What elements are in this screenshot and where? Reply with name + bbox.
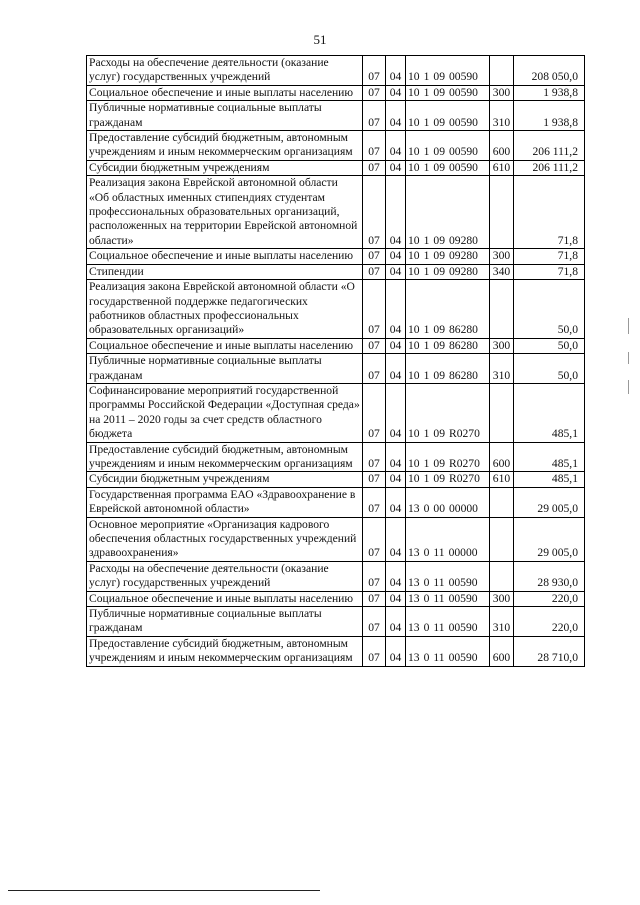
row-target-code-cell [406, 131, 490, 161]
row-amount-cell: 28 710,0 [514, 636, 585, 666]
row-section-cell: 07 [363, 636, 386, 666]
target-code-part: R0270 [448, 472, 480, 486]
row-amount-cell: 50,0 [514, 338, 585, 353]
target-code-part: 10 [408, 427, 420, 441]
target-code-part: 1 [423, 85, 430, 99]
row-amount-cell: 50,0 [514, 280, 585, 339]
row-name-cell: Субсидии бюджетным учреждениям [87, 472, 363, 487]
table-row [87, 176, 585, 249]
row-target-code-cell [406, 517, 490, 561]
row-target-code-cell [406, 338, 490, 353]
row-target-code-cell [406, 442, 490, 472]
scan-mark [628, 352, 629, 364]
target-code-part: 11 [433, 591, 445, 605]
target-code-part: 10 [408, 160, 420, 174]
row-section-cell: 07 [363, 264, 386, 279]
table-row [87, 561, 585, 591]
budget-table [86, 55, 585, 667]
target-code-part: 0 [423, 651, 430, 665]
row-subsection-cell: 04 [386, 56, 406, 86]
row-target-code-cell [406, 264, 490, 279]
row-name-cell: Социальное обеспечение и иные выплаты населению [87, 591, 363, 606]
row-name-cell: Государственная программа ЕАО «Здравоохранение в Еврейской автономной области» [87, 487, 363, 517]
row-name-cell: Публичные нормативные социальные выплаты гражданам [87, 354, 363, 384]
row-section-cell: 07 [363, 517, 386, 561]
target-code-part: 09 [433, 115, 445, 129]
row-expense-type-cell: 340 [490, 264, 514, 279]
target-code-part: 86280 [448, 368, 478, 382]
target-code-part: 13 [408, 576, 420, 590]
row-subsection-cell: 04 [386, 591, 406, 606]
row-name-cell: Публичные нормативные социальные выплаты гражданам [87, 101, 363, 131]
row-subsection-cell: 04 [386, 280, 406, 339]
row-section-cell: 07 [363, 249, 386, 264]
target-code-part: 09 [433, 70, 445, 84]
row-expense-type-cell: 610 [490, 472, 514, 487]
target-code-part: 00590 [448, 576, 478, 590]
target-code-part: 1 [423, 264, 430, 278]
row-name-cell: Предоставление субсидий бюджетным, автономным учреждениям и иным некоммерческим организациям [87, 442, 363, 472]
table-row [87, 472, 585, 487]
table-row [87, 249, 585, 264]
row-subsection-cell: 04 [386, 636, 406, 666]
target-code-part: 09280 [448, 249, 478, 263]
row-section-cell: 07 [363, 383, 386, 442]
target-code-part: 1 [423, 323, 430, 337]
row-name-cell: Публичные нормативные социальные выплаты гражданам [87, 607, 363, 637]
row-target-code-cell [406, 280, 490, 339]
target-code-part: 1 [423, 233, 430, 247]
target-code-part: 13 [408, 621, 420, 635]
row-name-cell: Реализация закона Еврейской автономной области «О государственной поддержке педагогических работников областных профессиональных образовательных организаций» [87, 280, 363, 339]
target-code-part: 11 [433, 621, 445, 635]
target-code-part: 13 [408, 591, 420, 605]
target-code-part: 00590 [448, 651, 478, 665]
target-code-part: 0 [423, 546, 430, 560]
row-name-cell: Социальное обеспечение и иные выплаты населению [87, 85, 363, 100]
row-subsection-cell: 04 [386, 264, 406, 279]
target-code-part: 00000 [448, 502, 478, 516]
target-code-part: 10 [408, 338, 420, 352]
target-code-part: 09 [433, 338, 445, 352]
target-code-part: 11 [433, 576, 445, 590]
row-section-cell: 07 [363, 160, 386, 175]
target-code-part: 1 [423, 70, 430, 84]
row-expense-type-cell [490, 517, 514, 561]
target-code-part: 0 [423, 502, 430, 516]
target-code-part: 86280 [448, 338, 478, 352]
target-code-part: 09 [433, 456, 445, 470]
target-code-part: 10 [408, 115, 420, 129]
target-code-part: 10 [408, 233, 420, 247]
row-section-cell: 07 [363, 607, 386, 637]
row-expense-type-cell [490, 176, 514, 249]
target-code-part: 09 [433, 323, 445, 337]
target-code-part: 09 [433, 85, 445, 99]
row-expense-type-cell [490, 383, 514, 442]
row-target-code-cell [406, 561, 490, 591]
target-code-part: 1 [423, 456, 430, 470]
row-target-code-cell [406, 487, 490, 517]
target-code-part: 1 [423, 145, 430, 159]
row-amount-cell: 220,0 [514, 607, 585, 637]
row-subsection-cell: 04 [386, 487, 406, 517]
table-row [87, 487, 585, 517]
row-subsection-cell: 04 [386, 249, 406, 264]
table-row [87, 442, 585, 472]
row-subsection-cell: 04 [386, 561, 406, 591]
target-code-part: 09 [433, 264, 445, 278]
row-target-code-cell [406, 176, 490, 249]
target-code-part: 09 [433, 160, 445, 174]
budget-table-body [87, 56, 585, 667]
row-name-cell: Предоставление субсидий бюджетным, автономным учреждениям и иным некоммерческим организациям [87, 636, 363, 666]
row-section-cell: 07 [363, 338, 386, 353]
target-code-part: 10 [408, 472, 420, 486]
row-expense-type-cell [490, 561, 514, 591]
row-target-code-cell [406, 354, 490, 384]
row-section-cell: 07 [363, 56, 386, 86]
row-amount-cell: 1 938,8 [514, 85, 585, 100]
row-subsection-cell: 04 [386, 354, 406, 384]
bottom-rule [8, 890, 320, 891]
row-amount-cell: 29 005,0 [514, 487, 585, 517]
row-name-cell: Расходы на обеспечение деятельности (оказание услуг) государственных учреждений [87, 561, 363, 591]
row-subsection-cell: 04 [386, 131, 406, 161]
row-section-cell: 07 [363, 591, 386, 606]
table-row [87, 85, 585, 100]
target-code-part: 00590 [448, 145, 478, 159]
target-code-part: 1 [423, 249, 430, 263]
row-expense-type-cell: 600 [490, 636, 514, 666]
row-amount-cell: 28 930,0 [514, 561, 585, 591]
target-code-part: 10 [408, 145, 420, 159]
row-section-cell: 07 [363, 85, 386, 100]
target-code-part: 00 [433, 502, 445, 516]
row-target-code-cell [406, 383, 490, 442]
target-code-part: 0 [423, 621, 430, 635]
row-name-cell: Субсидии бюджетным учреждениям [87, 160, 363, 175]
target-code-part: 09 [433, 249, 445, 263]
row-amount-cell: 485,1 [514, 472, 585, 487]
row-amount-cell: 220,0 [514, 591, 585, 606]
table-row [87, 591, 585, 606]
row-name-cell: Предоставление субсидий бюджетным, автономным учреждениям и иным некоммерческим организациям [87, 131, 363, 161]
row-name-cell: Социальное обеспечение и иные выплаты населению [87, 249, 363, 264]
row-target-code-cell [406, 607, 490, 637]
table-row [87, 338, 585, 353]
row-name-cell: Расходы на обеспечение деятельности (оказание услуг) государственных учреждений [87, 56, 363, 86]
target-code-part: 0 [423, 591, 430, 605]
row-target-code-cell [406, 160, 490, 175]
table-row [87, 56, 585, 86]
target-code-part: 10 [408, 70, 420, 84]
row-subsection-cell: 04 [386, 472, 406, 487]
row-amount-cell: 208 050,0 [514, 56, 585, 86]
row-expense-type-cell: 310 [490, 607, 514, 637]
row-target-code-cell [406, 249, 490, 264]
scan-mark [628, 380, 629, 394]
table-row [87, 517, 585, 561]
row-name-cell: Реализация закона Еврейской автономной области «Об областных именных стипендиях студентам профессиональных образовательных организаций, расположенных на территории Еврейской автономной области» [87, 176, 363, 249]
target-code-part: R0270 [448, 456, 480, 470]
target-code-part: 1 [423, 160, 430, 174]
row-subsection-cell: 04 [386, 517, 406, 561]
target-code-part: 13 [408, 502, 420, 516]
row-expense-type-cell: 300 [490, 85, 514, 100]
target-code-part: 11 [433, 651, 445, 665]
target-code-part: 1 [423, 472, 430, 486]
row-subsection-cell: 04 [386, 160, 406, 175]
target-code-part: 09 [433, 427, 445, 441]
row-amount-cell: 71,8 [514, 249, 585, 264]
target-code-part: 09 [433, 472, 445, 486]
row-expense-type-cell: 300 [490, 591, 514, 606]
row-expense-type-cell: 600 [490, 131, 514, 161]
target-code-part: 00000 [448, 546, 478, 560]
row-amount-cell: 206 111,2 [514, 131, 585, 161]
target-code-part: R0270 [448, 427, 480, 441]
row-target-code-cell [406, 85, 490, 100]
row-section-cell: 07 [363, 472, 386, 487]
row-section-cell: 07 [363, 176, 386, 249]
row-section-cell: 07 [363, 280, 386, 339]
target-code-part: 1 [423, 338, 430, 352]
table-row [87, 607, 585, 637]
row-expense-type-cell [490, 56, 514, 86]
row-subsection-cell: 04 [386, 176, 406, 249]
row-subsection-cell: 04 [386, 101, 406, 131]
row-amount-cell: 485,1 [514, 383, 585, 442]
target-code-part: 09280 [448, 264, 478, 278]
target-code-part: 00590 [448, 85, 478, 99]
row-section-cell: 07 [363, 101, 386, 131]
row-name-cell: Социальное обеспечение и иные выплаты населению [87, 338, 363, 353]
row-expense-type-cell: 610 [490, 160, 514, 175]
row-amount-cell: 1 938,8 [514, 101, 585, 131]
row-amount-cell: 71,8 [514, 264, 585, 279]
target-code-part: 10 [408, 85, 420, 99]
row-subsection-cell: 04 [386, 338, 406, 353]
target-code-part: 00590 [448, 621, 478, 635]
row-expense-type-cell: 300 [490, 249, 514, 264]
row-name-cell: Основное мероприятие «Организация кадрового обеспечения областных государственных учреждений здравоохранения» [87, 517, 363, 561]
row-expense-type-cell [490, 487, 514, 517]
row-section-cell: 07 [363, 487, 386, 517]
target-code-part: 09 [433, 233, 445, 247]
row-expense-type-cell: 300 [490, 338, 514, 353]
row-name-cell: Софинансирование мероприятий государственной программы Российской Федерации «Доступная среда» на 2011 – 2020 годы за счет средств областного бюджета [87, 383, 363, 442]
target-code-part: 13 [408, 546, 420, 560]
row-section-cell: 07 [363, 442, 386, 472]
row-section-cell: 07 [363, 354, 386, 384]
row-target-code-cell [406, 101, 490, 131]
row-name-cell: Стипендии [87, 264, 363, 279]
target-code-part: 10 [408, 368, 420, 382]
row-section-cell: 07 [363, 131, 386, 161]
target-code-part: 0 [423, 576, 430, 590]
target-code-part: 00590 [448, 70, 478, 84]
target-code-part: 00590 [448, 591, 478, 605]
row-expense-type-cell: 310 [490, 354, 514, 384]
target-code-part: 00590 [448, 160, 478, 174]
table-row [87, 160, 585, 175]
row-expense-type-cell: 600 [490, 442, 514, 472]
table-row [87, 264, 585, 279]
row-target-code-cell [406, 636, 490, 666]
target-code-part: 09280 [448, 233, 478, 247]
row-amount-cell: 71,8 [514, 176, 585, 249]
row-amount-cell: 29 005,0 [514, 517, 585, 561]
row-subsection-cell: 04 [386, 85, 406, 100]
target-code-part: 10 [408, 264, 420, 278]
target-code-part: 1 [423, 368, 430, 382]
target-code-part: 86280 [448, 323, 478, 337]
table-row [87, 354, 585, 384]
row-expense-type-cell: 310 [490, 101, 514, 131]
table-row [87, 280, 585, 339]
target-code-part: 11 [433, 546, 445, 560]
target-code-part: 1 [423, 427, 430, 441]
target-code-part: 1 [423, 115, 430, 129]
target-code-part: 09 [433, 145, 445, 159]
row-target-code-cell [406, 591, 490, 606]
target-code-part: 10 [408, 323, 420, 337]
row-target-code-cell [406, 56, 490, 86]
table-row [87, 101, 585, 131]
target-code-part: 10 [408, 249, 420, 263]
target-code-part: 00590 [448, 115, 478, 129]
table-row [87, 383, 585, 442]
row-subsection-cell: 04 [386, 607, 406, 637]
target-code-part: 09 [433, 368, 445, 382]
scan-mark [628, 318, 629, 334]
table-row [87, 131, 585, 161]
row-amount-cell: 50,0 [514, 354, 585, 384]
row-subsection-cell: 04 [386, 383, 406, 442]
row-subsection-cell: 04 [386, 442, 406, 472]
row-amount-cell: 485,1 [514, 442, 585, 472]
row-section-cell: 07 [363, 561, 386, 591]
row-expense-type-cell [490, 280, 514, 339]
row-amount-cell: 206 111,2 [514, 160, 585, 175]
table-row [87, 636, 585, 666]
page-number: 51 [313, 32, 327, 47]
target-code-part: 10 [408, 456, 420, 470]
row-target-code-cell [406, 472, 490, 487]
target-code-part: 13 [408, 651, 420, 665]
